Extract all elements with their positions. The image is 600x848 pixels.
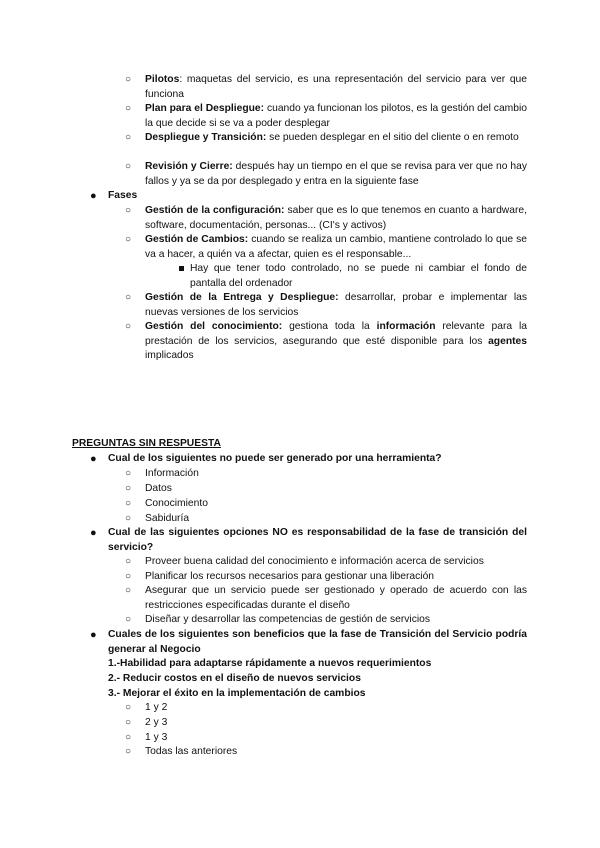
item-text: implicados	[145, 350, 194, 362]
item-text: : maquetas del servicio, es una representación del servicio para ver que funciona	[145, 74, 527, 100]
option-text: Sabiduría	[145, 513, 190, 524]
option-item	[0, 745, 600, 760]
hollow-bullet-icon: ○	[125, 556, 132, 567]
hollow-bullet-icon: ○	[125, 702, 132, 713]
numbered-benefit: 3.- Mejorar el éxito en la implementación de cambios	[108, 688, 366, 699]
item-term: información	[376, 321, 436, 332]
question-text: Cuales de los siguientes son beneficios que la fase de Transición del Servicio podría generar al Negocio	[108, 629, 527, 655]
option-item	[0, 584, 600, 614]
item-term: Gestión de la Entrega y Despliegue:	[145, 292, 339, 303]
option-text: 2 y 3	[145, 717, 168, 728]
option-text: Datos	[145, 483, 172, 494]
list-item	[0, 73, 600, 103]
hollow-bullet-icon: ○	[125, 585, 132, 596]
option-text: Todas las anteriores	[145, 746, 238, 757]
item-text: desarrollar, probar e implementar las nuevas versiones de los servicios	[145, 292, 527, 318]
list-item	[0, 102, 600, 132]
option-text: Conocimiento	[145, 498, 208, 509]
hollow-bullet-icon: ○	[125, 483, 132, 494]
hollow-bullet-icon: ○	[125, 732, 132, 743]
question-text: Cual de las siguientes opciones NO es responsabilidad de la fase de transición del servicio?	[108, 527, 527, 553]
option-text: Proveer buena calidad del conocimiento e información acerca de servicios	[145, 556, 484, 567]
hollow-bullet-icon: ○	[125, 746, 132, 757]
section-heading: PREGUNTAS SIN RESPUESTA	[72, 438, 221, 449]
option-text: 1 y 2	[145, 702, 168, 713]
item-text: saber que es lo que tenemos en cuanto a hardware, software, documentación, personas... (CI's y activos)	[145, 205, 527, 231]
hollow-bullet-icon: ○	[125, 205, 132, 216]
item-term: Plan para el Despliegue:	[145, 103, 265, 114]
hollow-bullet-icon: ○	[125, 292, 132, 303]
hollow-bullet-icon: ○	[125, 234, 132, 245]
hollow-bullet-icon: ○	[125, 717, 132, 728]
item-term: Pilotos	[145, 74, 180, 85]
option-item	[0, 482, 600, 497]
item-text: se pueden desplegar en el sitio del cliente o en remoto	[266, 132, 519, 143]
option-item	[0, 613, 600, 628]
option-text: Planificar los recursos necesarios para gestionar una liberación	[145, 571, 435, 582]
item-text: después hay un tiempo en el que se revisa para ver que no hay fallos y ya se da por desplegado y entra en la siguiente fase	[145, 161, 527, 187]
hollow-bullet-icon: ○	[125, 571, 132, 582]
item-text: relevante para la prestación de los servicios, asegurando que esté disponible para los	[145, 321, 527, 347]
option-item	[0, 731, 600, 746]
numbered-benefit: 2.- Reducir costos en el diseño de nuevos servicios	[108, 673, 361, 684]
option-item	[0, 570, 600, 585]
item-text: gestiona toda la	[282, 321, 377, 332]
hollow-bullet-icon: ○	[125, 132, 132, 143]
list-item	[0, 160, 600, 190]
hollow-bullet-icon: ○	[125, 321, 132, 332]
option-text: 1 y 3	[145, 732, 168, 743]
hollow-bullet-icon: ○	[125, 468, 132, 479]
item-term: Revisión y Cierre:	[145, 161, 233, 172]
list-item	[0, 320, 600, 365]
item-term: Gestión de Cambios:	[145, 234, 249, 245]
hollow-bullet-icon: ○	[125, 498, 132, 509]
option-text: Información	[145, 468, 199, 479]
fases-bullet	[0, 189, 600, 204]
item-term: Gestión de la configuración:	[145, 205, 285, 216]
option-text: Asegurar que un servicio puede ser gestionado y operado de acuerdo con las restricciones especificadas durante el diseño	[145, 585, 527, 611]
fases-label: Fases	[108, 190, 138, 201]
item-term: Gestión del conocimiento:	[145, 321, 283, 332]
question	[0, 526, 600, 556]
bullet-icon: ●	[90, 527, 97, 539]
question	[0, 452, 600, 467]
hollow-bullet-icon: ○	[125, 614, 132, 625]
hollow-bullet-icon: ○	[125, 74, 132, 85]
option-item	[0, 716, 600, 731]
item-term: agentes	[488, 335, 527, 347]
option-item	[0, 497, 600, 512]
item-text: Hay que tener todo controlado, no se puede ni cambiar el fondo de pantalla del ordenador	[190, 263, 527, 289]
question	[0, 628, 600, 658]
item-term: Despliegue y Transición:	[145, 132, 267, 143]
option-item	[0, 701, 600, 716]
list-item	[0, 262, 600, 292]
option-item	[0, 512, 600, 527]
list-item	[0, 291, 600, 321]
item-text: cuando se realiza un cambio, mantiene controlado lo que se va a hacer, a quién va a afectar, quien es el responsable...	[145, 234, 527, 260]
hollow-bullet-icon: ○	[125, 161, 132, 172]
square-bullet-icon	[179, 266, 184, 271]
list-item	[0, 204, 600, 234]
item-text: cuando ya funcionan los pilotos, es la gestión del cambio la que decide si se va a poder desplegar	[145, 103, 527, 129]
bullet-icon: ●	[90, 190, 97, 202]
list-item	[0, 233, 600, 263]
bullet-icon: ●	[90, 629, 97, 641]
bullet-icon: ●	[90, 453, 97, 465]
question-text: Cual de los siguientes no puede ser generado por una herramienta?	[108, 453, 442, 464]
list-item	[0, 131, 600, 161]
option-text: Diseñar y desarrollar las competencias de gestión de servicios	[145, 614, 431, 625]
hollow-bullet-icon: ○	[125, 513, 132, 524]
hollow-bullet-icon: ○	[125, 103, 132, 114]
option-item	[0, 555, 600, 570]
numbered-benefit: 1.-Habilidad para adaptarse rápidamente a nuevos requerimientos	[108, 658, 432, 669]
option-item	[0, 467, 600, 482]
